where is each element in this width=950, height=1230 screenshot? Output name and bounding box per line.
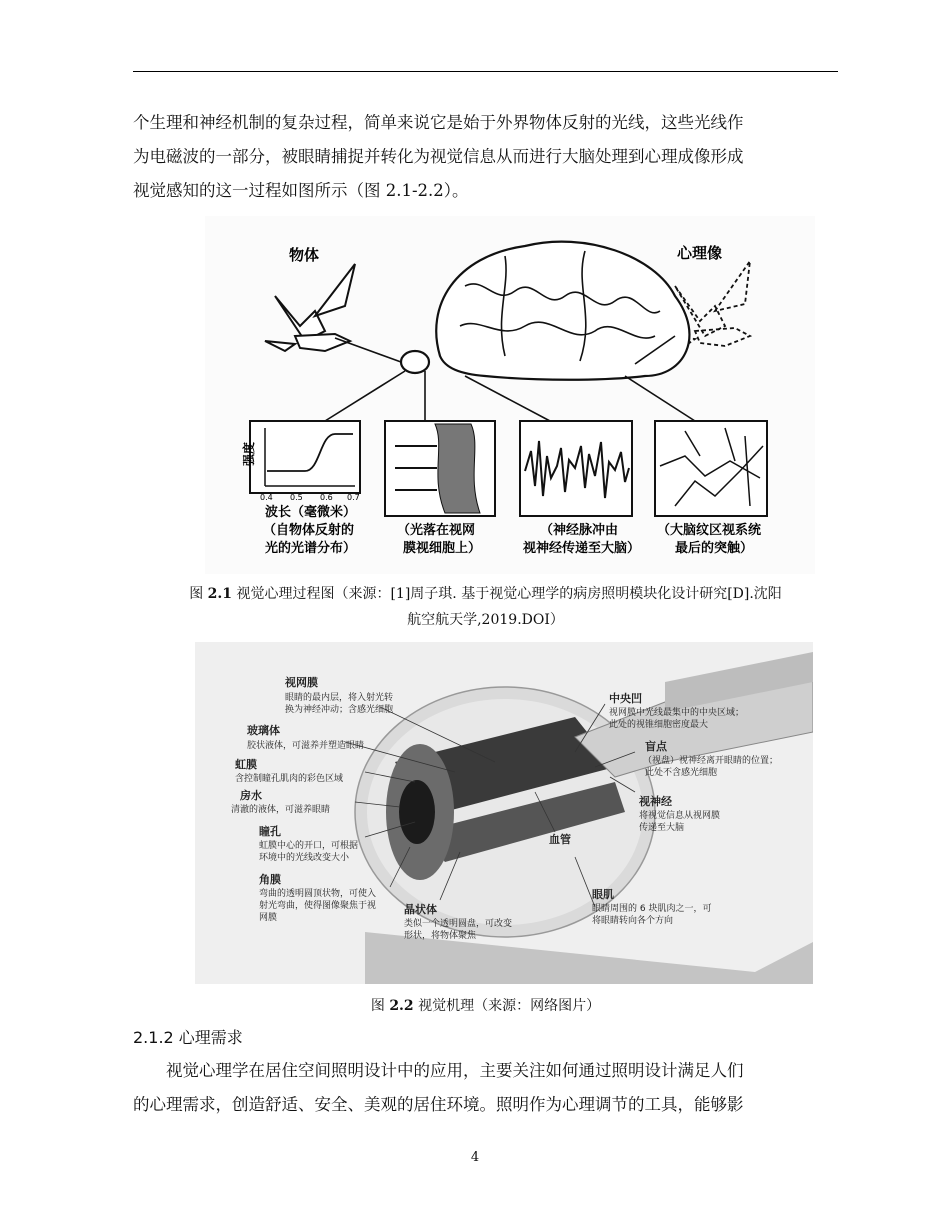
header-rule xyxy=(133,71,838,72)
figure1-caption xyxy=(133,581,838,633)
label-desc: 将视觉信息从视网膜 xyxy=(639,811,721,821)
label-desc: （视盘）视神经离开眼睛的位置； xyxy=(643,756,779,766)
label-desc: 含控制瞳孔肌肉的彩色区域 xyxy=(235,774,344,784)
figure1-illustration xyxy=(205,216,815,574)
paragraph-line: 为电磁波的一部分，被眼睛捕捉并转化为视觉信息从而进行大脑处理到心理成像形成 xyxy=(133,147,744,166)
label-desc: 此处的视锥细胞密度最大 xyxy=(609,720,709,730)
tick-label: 0.5 xyxy=(290,493,303,502)
paragraph-psychological-needs xyxy=(133,1054,838,1122)
label-title: 血管 xyxy=(549,833,571,846)
label-title: 盲点 xyxy=(645,740,667,753)
label-desc: 胶状液体，可滋养并塑造眼睛 xyxy=(247,741,365,751)
label-desc: 类似一个透明圆盘，可改变 xyxy=(404,919,513,929)
label-title: 中央凹 xyxy=(609,692,642,705)
label-title: 房水 xyxy=(240,789,262,802)
label-desc: 弯曲的透明圆顶状物，可使入 xyxy=(259,889,377,899)
tick-label: 0.7 xyxy=(347,493,360,502)
paragraph-line: 视觉感知的这一过程如图所示（图 2.1-2.2）。 xyxy=(133,181,469,200)
label-desc: 眼睛的最内层，将入射光转 xyxy=(285,693,394,703)
caption-line: 航空航天学,2019.DOI） xyxy=(407,612,564,628)
label-desc: 将眼睛转向各个方向 xyxy=(592,916,674,926)
figure-visual-psychology-process xyxy=(205,216,815,574)
panel-cortex-synapses xyxy=(655,421,767,556)
label-desc: 视网膜中光线最集中的中央区域； xyxy=(609,708,745,718)
caption-line: 图 2.1 视觉心理过程图（来源：[1]周子琪. 基于视觉心理学的病房照明模块化设计研究[D].沈阳 xyxy=(189,586,782,602)
figure-eye-anatomy xyxy=(195,642,813,984)
label-desc: 形状，将物体聚焦 xyxy=(404,931,477,941)
spectral-ylabel: 强度 xyxy=(242,441,256,466)
label-desc: 传递至大脑 xyxy=(639,823,685,833)
label-title: 玻璃体 xyxy=(247,724,280,737)
label-desc: 眼睛周围的 6 块肌肉之一，可 xyxy=(592,904,712,914)
figure2-caption: 图 2.2 视觉机理（来源：网络图片） xyxy=(370,998,601,1014)
panel4-caption: 最后的突触） xyxy=(675,541,754,556)
label-title: 晶状体 xyxy=(404,903,437,916)
label-desc: 清澈的液体，可滋养眼睛 xyxy=(231,805,331,815)
label-desc: 网膜 xyxy=(259,913,278,923)
panel3-caption: （神经脉冲由 xyxy=(540,523,619,538)
paragraph-line: 的心理需求，创造舒适、安全、美观的居住环境。照明作为心理调节的工具，能够影 xyxy=(133,1095,744,1114)
panel4-caption: （大脑纹区视系统 xyxy=(657,523,762,538)
paragraph-intro xyxy=(133,106,838,208)
label-mental-image: 心理像 xyxy=(677,244,723,262)
label-title: 瞳孔 xyxy=(259,825,281,838)
panel1-caption: 光的光谱分布） xyxy=(265,541,357,556)
label-title: 虹膜 xyxy=(235,758,257,771)
label-desc: 射光弯曲，使得图像聚焦于视 xyxy=(259,901,377,911)
label-blood-vessel xyxy=(549,832,571,846)
label-desc: 此处不含感光细胞 xyxy=(645,768,718,778)
label-title: 角膜 xyxy=(259,873,281,886)
paragraph-line: 个生理和神经机制的复杂过程，简单来说它是始于外界物体反射的光线，这些光线作 xyxy=(133,113,744,132)
label-desc: 换为神经冲动；含感光细胞 xyxy=(285,705,394,715)
panel1-caption: 波长（毫微米） xyxy=(265,505,357,520)
label-title: 视神经 xyxy=(639,795,672,808)
paragraph-line: 视觉心理学在居住空间照明设计中的应用，主要关注如何通过照明设计满足人们 xyxy=(166,1061,744,1080)
label-desc: 环境中的光线改变大小 xyxy=(259,853,350,863)
panel2-caption: 膜视细胞上） xyxy=(403,541,482,556)
figure2-illustration xyxy=(195,642,813,984)
label-title: 眼肌 xyxy=(592,888,614,901)
panel2-caption: （光落在视网 xyxy=(397,523,476,538)
panel1-caption: （自物体反射的 xyxy=(263,523,355,538)
tick-label: 0.4 xyxy=(260,493,273,502)
page-number: 4 xyxy=(470,1150,480,1165)
section-heading: 2.1.2 心理需求 xyxy=(133,1028,243,1047)
tick-label: 0.6 xyxy=(320,493,333,502)
panel3-caption: 视神经传递至大脑） xyxy=(523,541,641,556)
label-title: 视网膜 xyxy=(285,676,318,689)
label-desc: 虹膜中心的开口，可根据 xyxy=(259,841,359,851)
label-object: 物体 xyxy=(289,246,320,264)
